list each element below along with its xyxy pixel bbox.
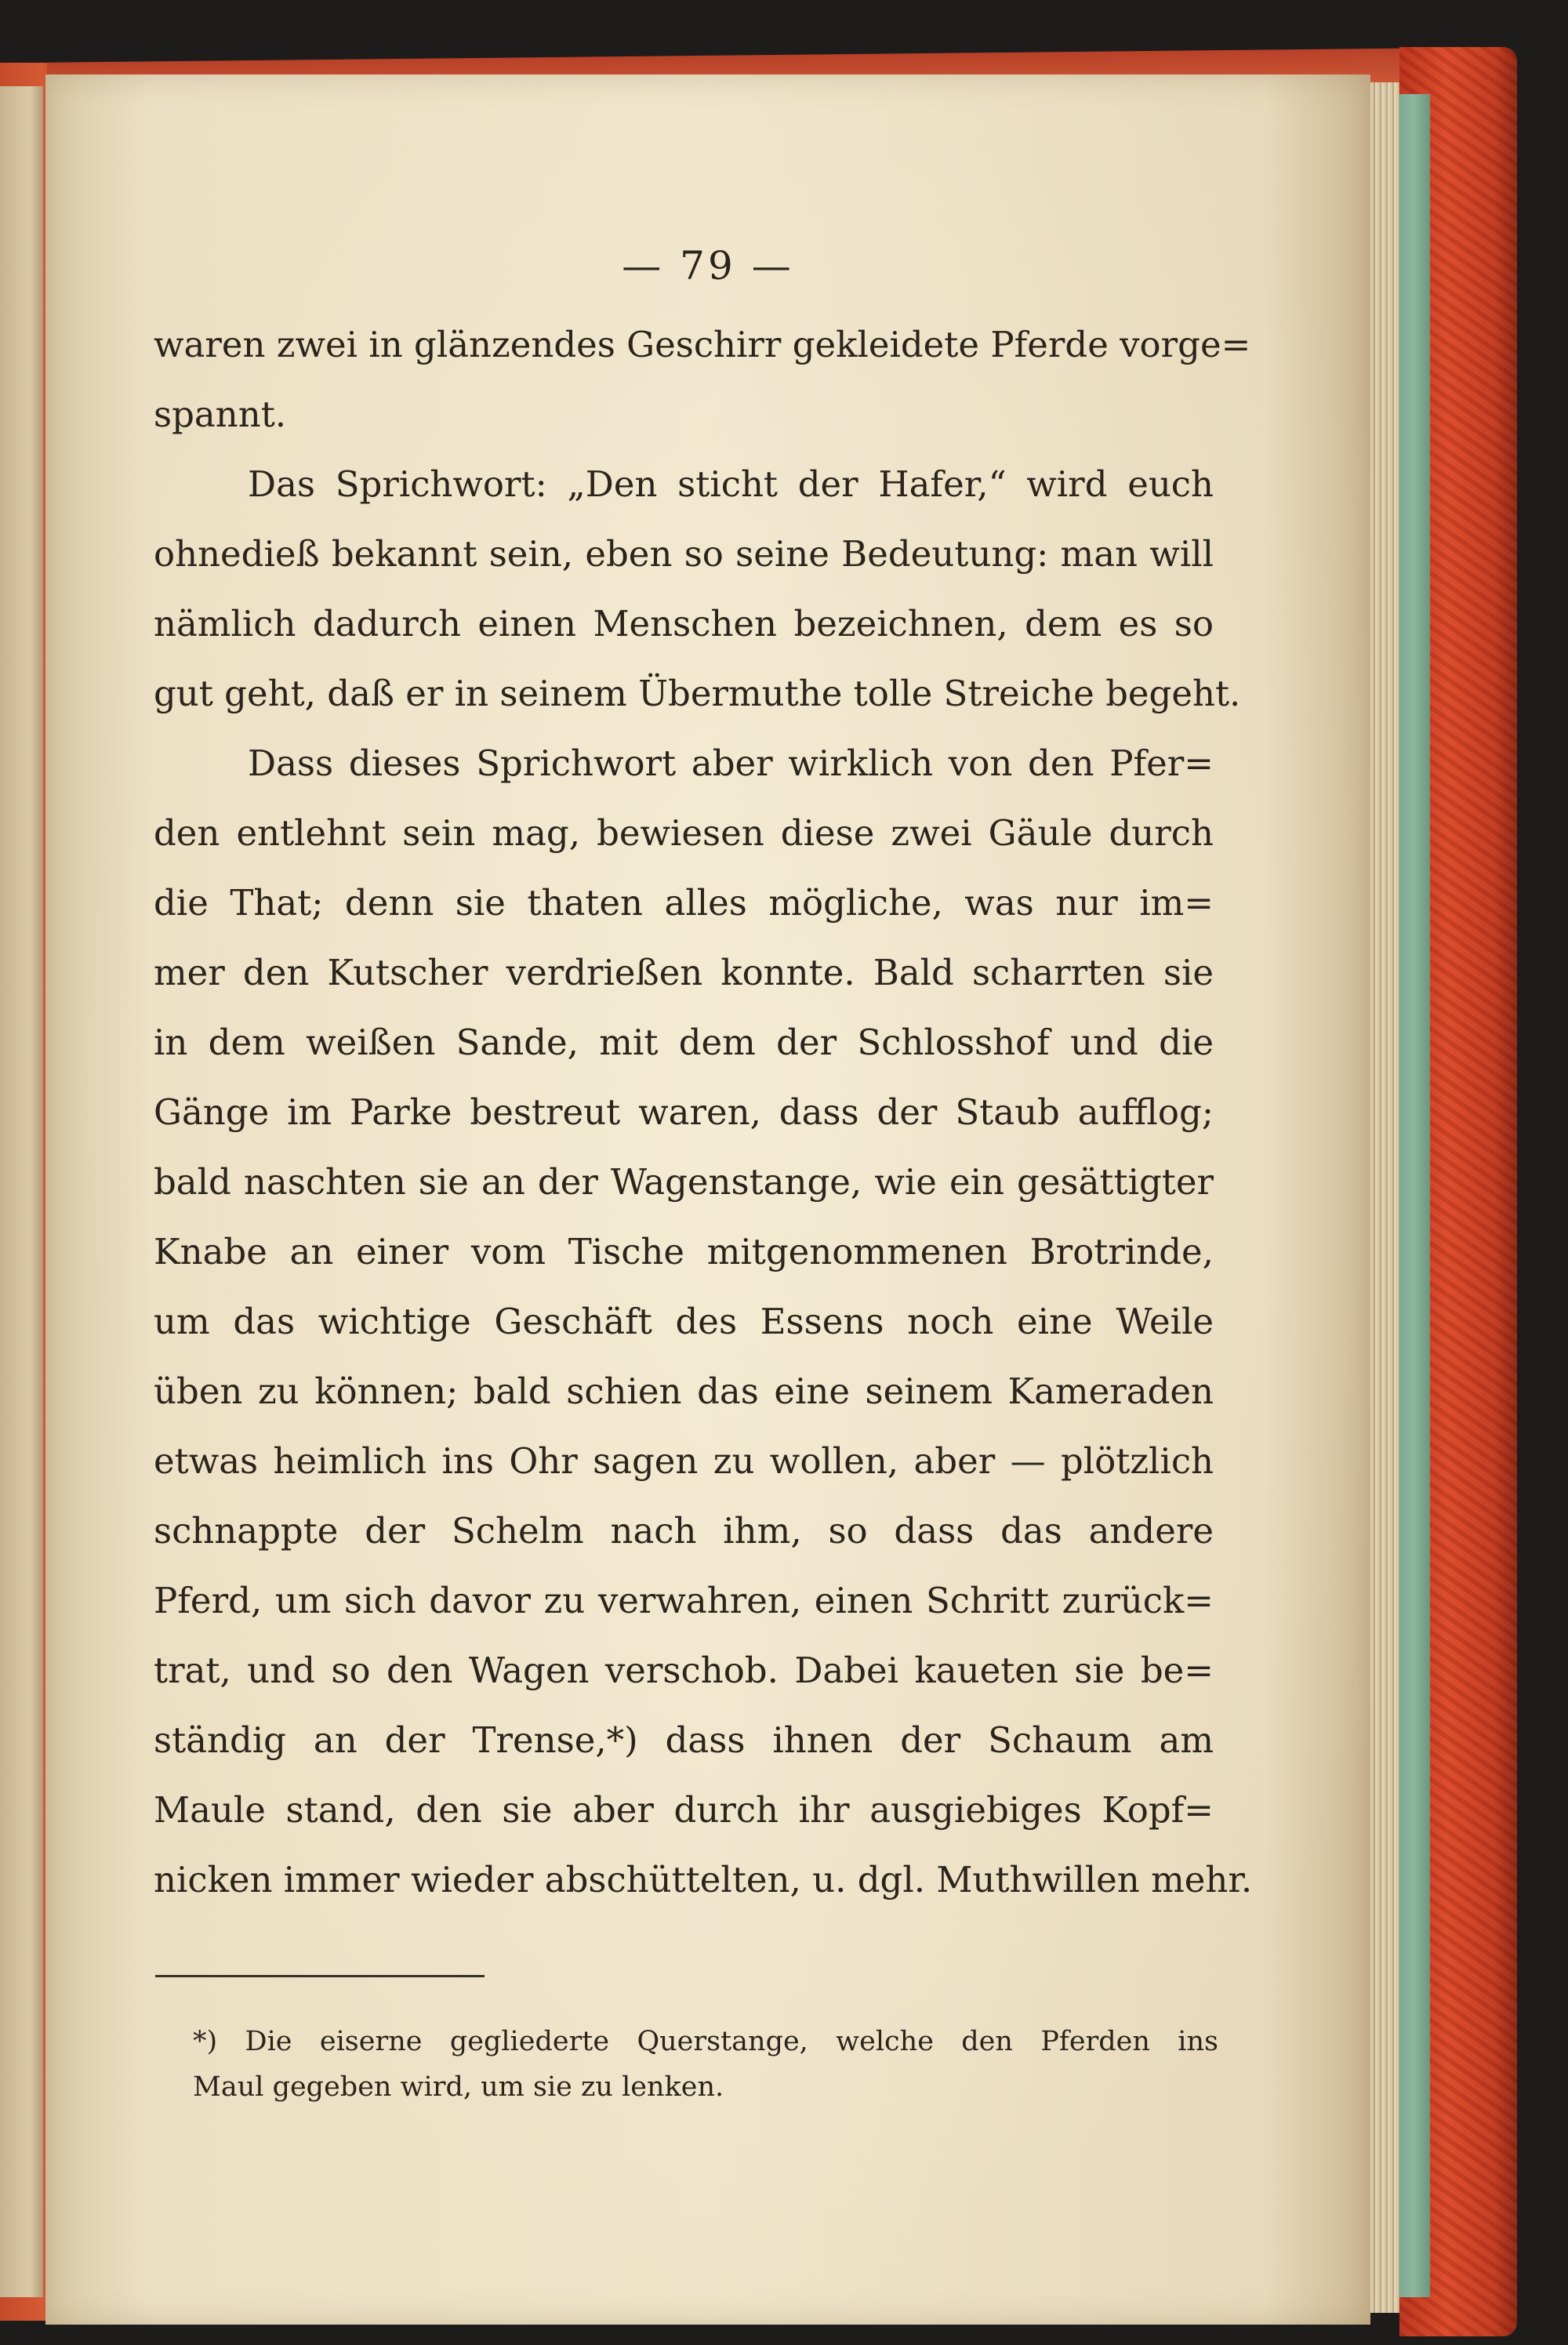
text-line: Maule stand, den sie aber durch ihr ausgiebiges Kopf= — [154, 1789, 1214, 1831]
text-line: Knabe an einer vom Tische mitgenommenen Brotrinde, — [154, 1231, 1214, 1272]
text-line: bald naschten sie an der Wagenstange, wie ein gesättigter — [154, 1161, 1214, 1203]
text-line: Dass dieses Sprichwort aber wirklich von den Pfer= — [248, 742, 1214, 784]
text-line: Gänge im Parke bestreut waren, dass der Staub aufflog; — [154, 1091, 1214, 1133]
footnote — [193, 2019, 1218, 2110]
text-line: schnappte der Schelm nach ihm, so dass das andere — [154, 1510, 1214, 1552]
text-line: ohnedieß bekannt sein, eben so seine Bedeutung: man will — [154, 533, 1214, 575]
text-line: waren zwei in glänzendes Geschirr gekleidete Pferde vorge= — [154, 324, 1251, 365]
text-line: nämlich dadurch einen Menschen bezeichnen, dem es so — [154, 603, 1214, 644]
text-line: den entlehnt sein mag, bewiesen diese zwei Gäule durch — [154, 812, 1214, 854]
text-line: um das wichtige Geschäft des Essens noch eine Weile — [154, 1301, 1214, 1342]
footnote-divider — [155, 1975, 485, 1977]
text-line: Pferd, um sich davor zu verwahren, einen Schritt zurück= — [154, 1580, 1214, 1621]
text-line: Das Sprichwort: „Den sticht der Hafer,“ wird euch — [248, 463, 1214, 505]
body-text — [154, 310, 1253, 1915]
text-line: nicken immer wieder abschüttelten, u. dgl. Muthwillen mehr. — [154, 1859, 1253, 1900]
text-line: trat, und so den Wagen verschob. Dabei kaueten sie be= — [154, 1650, 1214, 1691]
green-page-edge — [1397, 94, 1430, 2297]
text-line: ständig an der Trense,*) dass ihnen der Schaum am — [154, 1719, 1214, 1761]
text-line: üben zu können; bald schien das eine seinem Kameraden — [154, 1370, 1214, 1412]
page-number: — 79 — — [622, 243, 794, 289]
footnote-line: Maul gegeben wird, um sie zu lenken. — [193, 2071, 724, 2103]
previous-page-edge — [0, 86, 43, 2297]
text-line: die That; denn sie thaten alles mögliche, was nur im= — [154, 882, 1214, 924]
text-line: gut geht, daß er in seinem Übermuthe tolle Streiche begeht. — [154, 673, 1241, 714]
text-line: etwas heimlich ins Ohr sagen zu wollen, aber — plötzlich — [154, 1440, 1214, 1482]
text-line: spannt. — [154, 394, 287, 435]
text-line: in dem weißen Sande, mit dem der Schlosshof und die — [154, 1022, 1214, 1063]
text-line: mer den Kutscher verdrießen konnte. Bald scharrten sie — [154, 952, 1214, 993]
book-page — [45, 74, 1370, 2325]
footnote-line: *) Die eiserne gegliederte Querstange, welche den Pferden ins — [193, 2026, 1218, 2057]
